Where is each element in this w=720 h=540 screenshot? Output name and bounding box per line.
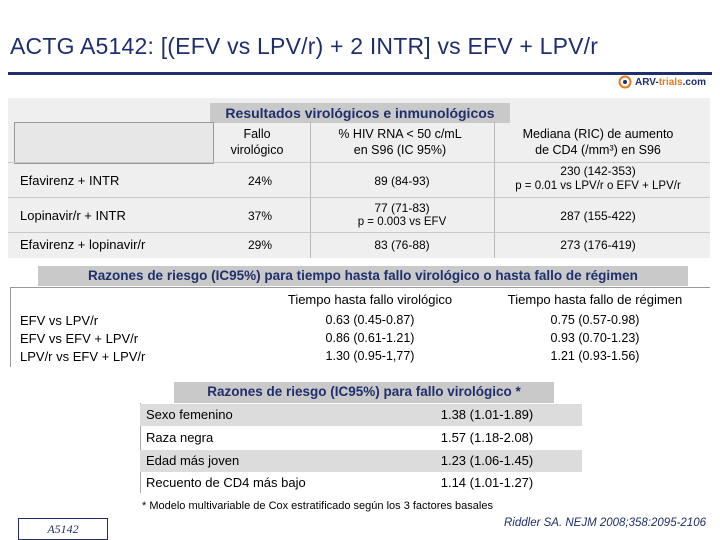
table2-row-label: EFV vs LPV/r (20, 313, 99, 328)
table2-top-rule (10, 287, 710, 288)
table3-factor-value: 1.14 (1.01-1.27) (440, 475, 534, 490)
table1-rna-value: 83 (76-88) (374, 238, 430, 252)
arv-trials-logo (618, 74, 706, 90)
table1-rna-value: 77 (71-83) (374, 201, 430, 215)
table1-header-cd4: Mediana (RIC) de aumento de CD4 (/mm³) en S96 (522, 127, 674, 157)
table1-hline (8, 162, 710, 163)
table1-header-blank (14, 122, 214, 164)
table1-rna-note: p = 0.003 vs EFV (357, 216, 447, 228)
table1-hline (8, 232, 710, 233)
table1-hline (8, 197, 710, 198)
table1-header-fail: Fallo virológico (230, 127, 284, 157)
table2-banner: Razones de riesgo (IC95%) para tiempo hasta fallo virológico o hasta fallo de régimen (38, 266, 688, 286)
slide-title: ACTG A5142: [(EFV vs LPV/r) + 2 INTR] vs EFV + LPV/r (10, 33, 599, 59)
table2-header-regimen: Tiempo hasta fallo de régimen (507, 292, 683, 307)
table3-factor-label: Sexo femenino (146, 407, 233, 422)
table-row (140, 404, 582, 426)
table2-regimen-value: 0.75 (0.57-0.98) (550, 313, 640, 327)
table1-fail-value: 29% (247, 238, 273, 252)
table1-banner: Resultados virológicos e inmunológicos (210, 103, 510, 123)
table3-factor-label: Edad más joven (146, 453, 240, 468)
table1-cd4-note: p = 0.01 vs LPV/r o EFV + LPV/r (515, 180, 681, 192)
table1-header-rna: % HIV RNA < 50 c/mL en S96 (IC 95%) (338, 127, 462, 157)
title-underline (8, 72, 712, 75)
table1-row-label: Efavirenz + INTR (20, 173, 120, 188)
table3-factor-value: 1.38 (1.01-1.89) (440, 407, 534, 422)
logo-text: ARV-trials.com (635, 76, 706, 88)
table3-banner: Razones de riesgo (IC95%) para fallo virológico * (174, 382, 554, 403)
table2-viro-value: 0.86 (0.61-1.21) (325, 331, 415, 345)
table2-row-label: LPV/r vs EFV + LPV/r (20, 349, 146, 364)
table2-viro-value: 0.63 (0.45-0.87) (325, 313, 415, 327)
table1-vline (494, 122, 495, 258)
table1-cd4-value: 287 (155-422) (560, 209, 636, 223)
table2-row-label: EFV vs EFV + LPV/r (20, 331, 139, 346)
study-tag: A5142 (18, 518, 108, 540)
table3-factor-value: 1.57 (1.18-2.08) (440, 430, 534, 445)
table2-header-viro: Tiempo hasta fallo virológico (287, 292, 453, 307)
table-row (140, 472, 582, 494)
table3-factor-value: 1.23 (1.06-1.45) (440, 453, 534, 468)
table3-factor-label: Recuento de CD4 más bajo (146, 475, 306, 490)
table-row (140, 450, 582, 472)
table1-cd4-value: 273 (176-419) (560, 238, 636, 252)
table2-left-rule (10, 287, 11, 367)
table1-row-label: Efavirenz + lopinavir/r (20, 237, 146, 252)
table1-rna-value: 89 (84-93) (374, 174, 430, 188)
table-row (140, 427, 582, 449)
table1-fail-value: 37% (247, 209, 273, 223)
table2-viro-value: 1.30 (0.95-1,77) (325, 349, 415, 363)
table2-regimen-value: 0.93 (0.70-1.23) (550, 331, 640, 345)
table2-regimen-value: 1.21 (0.93-1.56) (550, 349, 640, 363)
reference-citation: Riddler SA. NEJM 2008;358:2095-2106 (503, 517, 706, 529)
table3-factor-label: Raza negra (146, 430, 214, 445)
table3-footnote: * Modelo multivariable de Cox estratificado según los 3 factores basales (142, 500, 493, 512)
table1-vline (310, 122, 311, 258)
table1-fail-value: 24% (247, 174, 273, 188)
logo-swirl-icon (618, 75, 632, 89)
table1-cd4-value: 230 (142-353) (560, 164, 636, 178)
table1-row-label: Lopinavir/r + INTR (20, 208, 126, 223)
